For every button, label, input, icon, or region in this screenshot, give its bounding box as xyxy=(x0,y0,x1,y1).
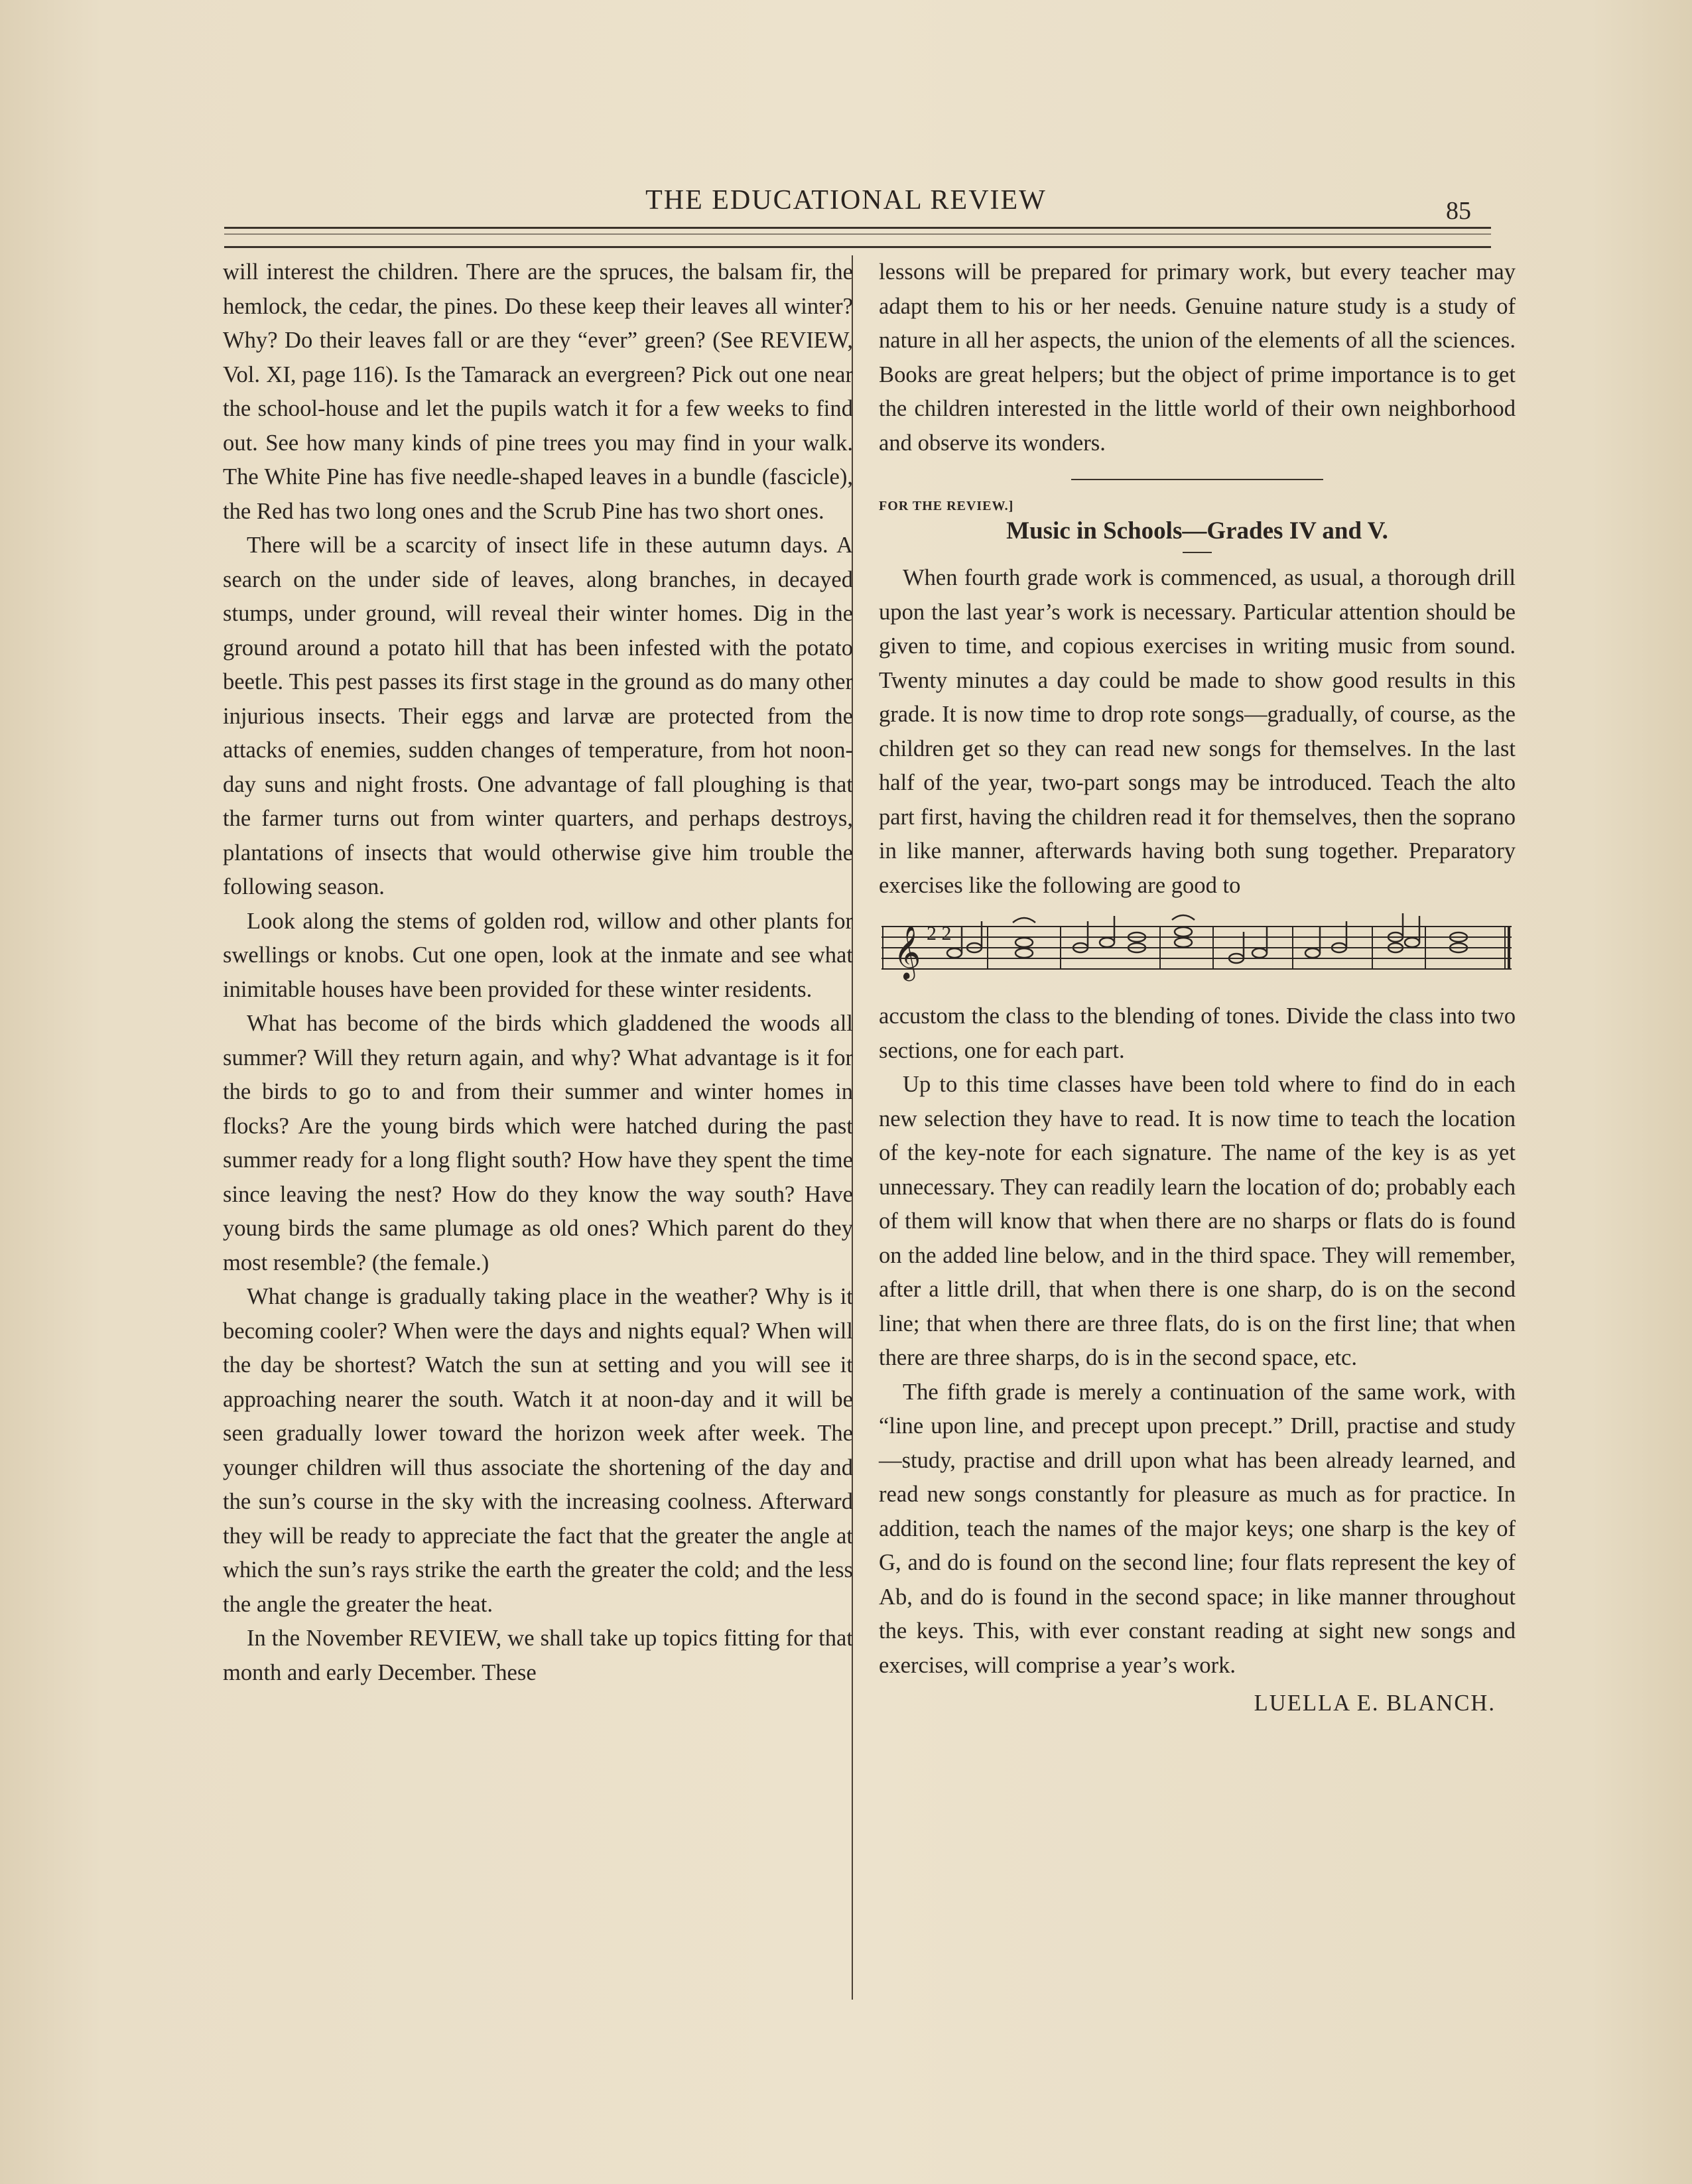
paragraph: The fifth grade is merely a continuation of the same work, with “line upon line, and precept upon precept.” Drill, practise and study—study, practise and drill upon what has been already learned, and read new songs constantly for pleasure as much as for practice. In addition, teach the names of the major keys; one sharp is the key of G, and do is found on the second line; four flats represent the key of Ab, and do is found in the second space; in like manner throughout the keys. This, with ever constant reading at sight new songs and exercises, will comprise a year’s work. xyxy=(879,1379,1516,1678)
section-separator xyxy=(1071,479,1323,480)
page-number: 85 xyxy=(1446,197,1471,225)
paragraph: accustom the class to the blending of tones. Divide the class into two sections, one for each part. xyxy=(879,1003,1516,1063)
right-column xyxy=(879,255,1516,1721)
header-rule xyxy=(224,246,1491,248)
paragraph: Up to this time classes have been told where to find do in each new selection they have to read. It is now time to teach the location of the key-note for each signature. The name of the key is as yet unnecessary. They can readily learn the location of do; probably each of them will know that when there are no sharps or flats do is found on the added line below, and in the third space. They will remember, after a little drill, that when there is one sharp, do is on the second line; that when there are three flats, do is on the first line; that when there are three sharps, do is in the second space, etc. xyxy=(879,1072,1516,1370)
paragraph: Look along the stems of golden rod, willow and other plants for swellings or knobs. Cut one open, look at the inmate and see what inimitable houses have been provided for these winter residents. xyxy=(223,908,853,1002)
header-rule xyxy=(224,233,1491,235)
music-exercise-figure xyxy=(881,912,1512,986)
article-title: Music in Schools—Grades IV and V. xyxy=(1006,517,1388,545)
paragraph: There will be a scarcity of insect life in these autumn days. A search on the under side of leaves, along branches, in decayed stumps, under ground, will reveal their winter homes. Dig in the ground around a potato hill that has been infested with the potato beetle. This pest passes its first stage in the ground as do many other injurious insects. Their eggs and larvæ are protected from the attacks of enemies, sudden changes of temperature, from hot noon-day suns and night frosts. One advantage of fall ploughing is that the farmer turns out from winter quarters, and perhaps destroys, plantations of insects that would otherwise give him trouble the following season. xyxy=(223,533,853,899)
paragraph: What has become of the birds which gladdened the woods all summer? Will they return again, and why? What advantage is it for the birds to go to and from their summer and winter homes in flocks? Are the young birds which were hatched during the past summer ready for a long flight south? How have they spent the time since leaving the nest? How do they know the way south? Have young birds the same plumage as old ones? Which parent do they most resemble? (the female.) xyxy=(223,1011,853,1275)
header-rule xyxy=(224,227,1491,229)
paragraph: What change is gradually taking place in the weather? Why is it becoming cooler? When were the days and nights equal? When will the day be shortest? Watch the sun at setting and you will see it approaching nearer the south. Watch it at noon-day and it will be seen gradually lower toward the horizon week after week. The younger children will thus associate the shortening of the day and the sun’s course in the sky with the increasing coolness. Afterward they will be ready to appreciate the fact that the greater the angle at which the sun’s rays strike the earth the greater the cold; and the less the angle the greater the heat. xyxy=(223,1284,853,1617)
paragraph: lessons will be prepared for primary work, but every teacher may adapt them to his or her needs. Genuine nature study is a study of nature in all her aspects, the union of the elements of all the sciences. Books are great helpers; but the object of prime importance is to get the children interested in the little world of their own neighborhood and observe its wonders. xyxy=(879,259,1516,456)
left-column xyxy=(223,255,853,1690)
paragraph: When fourth grade work is commenced, as usual, a thorough drill upon the last year’s work is necessary. Particular attention should be given to time, and copious exercises in writing music from sound. Twenty minutes a day could be made to show good results in this grade. It is now time to drop rote songs—gradually, of course, as the children get so they can read new songs for themselves. In the last half of the year, two-part songs may be introduced. Teach the alto part first, having the children read it for themselves, then the soprano in like manner, afterwards having both sung together. Preparatory exercises like the following are good to xyxy=(879,565,1516,898)
treble-clef-icon: 𝄞 xyxy=(893,925,921,979)
title-dash xyxy=(1183,552,1212,553)
paragraph: In the November REVIEW, we shall take up topics fitting for that month and early December. These xyxy=(223,1626,853,1685)
for-the-review-label: FOR THE REVIEW.] xyxy=(879,499,1014,513)
time-signature-top: 2 2 xyxy=(927,923,952,944)
author-signature: LUELLA E. BLANCH. xyxy=(1254,1691,1496,1716)
running-head: THE EDUCATIONAL REVIEW xyxy=(645,185,1047,216)
paragraph: will interest the children. There are the spruces, the balsam fir, the hemlock, the cedar, the pines. Do these keep their leaves all winter? Why? Do their leaves fall or are they “ever” green? (See REVIEW, Vol. XI, page 116). Is the Tamarack an evergreen? Pick out one near the school-house and let the pupils watch it for a few weeks to find out. See how many kinds of pine trees you may find in your walk. The White Pine has five needle-shaped leaves in a bundle (fascicle), the Red has two long ones and the Scrub Pine has two short ones. xyxy=(223,259,853,524)
